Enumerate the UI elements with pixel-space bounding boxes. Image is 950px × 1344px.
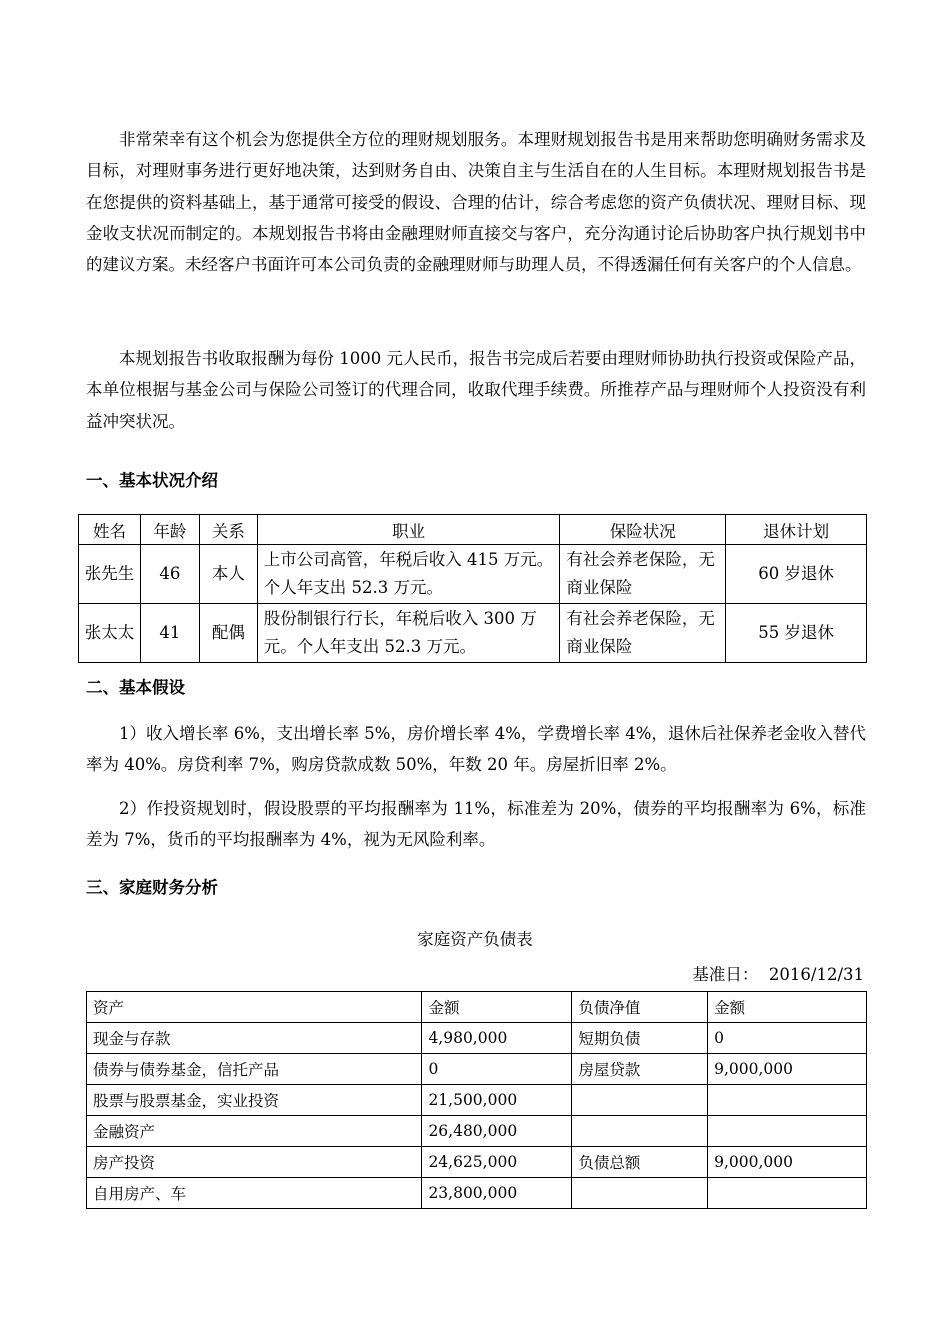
- cell-liability-amount: [708, 1116, 867, 1147]
- cell-insurance: 有社会养老保险，无商业保险: [560, 604, 726, 663]
- cell-liability: 短期负债: [572, 1023, 708, 1054]
- balance-sheet-title: 家庭资产负债表: [417, 930, 533, 949]
- table-row: [87, 1054, 867, 1085]
- cell-occupation: 股份制银行行长，年税后收入 300 万元。个人年支出 52.3 万元。: [257, 604, 560, 663]
- balance-sheet-date: 基准日： 2016/12/31: [692, 965, 864, 984]
- cell-asset: 房产投资: [87, 1147, 422, 1178]
- table-row: [79, 604, 867, 663]
- header-retirement: 退休计划: [726, 515, 867, 545]
- cell-retirement: 55 岁退休: [726, 604, 867, 663]
- assumption-paragraph-2: 2）作投资规划时，假设股票的平均报酬率为 11%，标准差为 20%，债券的平均报酬率为 6%，标准差为 7%，货币的平均报酬率为 4%，视为无风险利率。: [86, 799, 866, 850]
- cell-name: 张太太: [79, 604, 141, 663]
- intro-paragraph-2: 本规划报告书收取报酬为每份 1000 元人民币，报告书完成后若要由理财师协助执行投资或保险产品，本单位根据与基金公司与保险公司签订的代理合同，收取代理手续费。所推荐产品与理财师个人投资没有利益冲突状况。: [86, 349, 866, 431]
- cell-asset: 债券与债券基金，信托产品: [87, 1054, 422, 1085]
- cell-age: 41: [140, 604, 199, 663]
- basic-info-table: [78, 514, 867, 663]
- cell-liability-amount: 9,000,000: [708, 1147, 867, 1178]
- table-header-row: [79, 515, 867, 545]
- cell-asset-amount: 26,480,000: [422, 1116, 572, 1147]
- cell-asset: 金融资产: [87, 1116, 422, 1147]
- cell-asset-amount: 23,800,000: [422, 1178, 572, 1209]
- cell-asset: 自用房产、车: [87, 1178, 422, 1209]
- header-asset-amount: 金额: [422, 992, 572, 1023]
- cell-asset-amount: 4,980,000: [422, 1023, 572, 1054]
- cell-asset: 现金与存款: [87, 1023, 422, 1054]
- header-occupation: 职业: [257, 515, 560, 545]
- header-name: 姓名: [79, 515, 141, 545]
- intro-paragraph-1: 非常荣幸有这个机会为您提供全方位的理财规划服务。本理财规划报告书是用来帮助您明确财务需求及目标，对理财事务进行更好地决策，达到财务自由、决策自主与生活自在的人生目标。本理财规划报告书是在您提供的资料基础上，基于通常可接受的假设、合理的估计，综合考虑您的资产负债状况、理财目标、现金收支状况而制定的。本规划报告书将由金融理财师直接交与客户，充分沟通讨论后协助客户执行规划书中的建议方案。未经客户书面许可本公司负责的金融理财师与助理人员，不得透漏任何有关客户的个人信息。: [86, 130, 866, 275]
- cell-name: 张先生: [79, 545, 141, 604]
- table-row: [87, 1085, 867, 1116]
- cell-liability-amount: [708, 1085, 867, 1116]
- cell-asset-amount: 0: [422, 1054, 572, 1085]
- cell-asset-amount: 21,500,000: [422, 1085, 572, 1116]
- cell-asset: 股票与股票基金，实业投资: [87, 1085, 422, 1116]
- section-heading-assumptions: 二、基本假设: [86, 678, 185, 697]
- section-heading-basic-info: 一、基本状况介绍: [86, 471, 218, 490]
- balance-sheet-table: [86, 991, 867, 1209]
- table-row: [87, 1147, 867, 1178]
- header-liability-amount: 金额: [708, 992, 867, 1023]
- cell-liability: 负债总额: [572, 1147, 708, 1178]
- header-age: 年龄: [140, 515, 199, 545]
- cell-liability-amount: [708, 1178, 867, 1209]
- table-row: [87, 1178, 867, 1209]
- cell-retirement: 60 岁退休: [726, 545, 867, 604]
- cell-age: 46: [140, 545, 199, 604]
- header-insurance: 保险状况: [560, 515, 726, 545]
- cell-liability: 房屋贷款: [572, 1054, 708, 1085]
- cell-liability-amount: 0: [708, 1023, 867, 1054]
- header-liabilities: 负债净值: [572, 992, 708, 1023]
- header-assets: 资产: [87, 992, 422, 1023]
- table-header-row: [87, 992, 867, 1023]
- cell-insurance: 有社会养老保险，无商业保险: [560, 545, 726, 604]
- cell-relation: 本人: [199, 545, 257, 604]
- header-relation: 关系: [199, 515, 257, 545]
- cell-liability: [572, 1116, 708, 1147]
- section-heading-family-finance: 三、家庭财务分析: [86, 878, 218, 897]
- cell-liability: [572, 1085, 708, 1116]
- cell-asset-amount: 24,625,000: [422, 1147, 572, 1178]
- cell-relation: 配偶: [199, 604, 257, 663]
- table-row: [79, 545, 867, 604]
- table-row: [87, 1116, 867, 1147]
- cell-occupation: 上市公司高管，年税后收入 415 万元。个人年支出 52.3 万元。: [257, 545, 560, 604]
- cell-liability-amount: 9,000,000: [708, 1054, 867, 1085]
- table-row: [87, 1023, 867, 1054]
- assumption-paragraph-1: 1）收入增长率 6%，支出增长率 5%，房价增长率 4%，学费增长率 4%，退休后社保养老金收入替代率为 40%。房贷利率 7%，购房贷款成数 50%，年数 20 年。房屋折旧率 2%。: [86, 724, 866, 775]
- cell-liability: [572, 1178, 708, 1209]
